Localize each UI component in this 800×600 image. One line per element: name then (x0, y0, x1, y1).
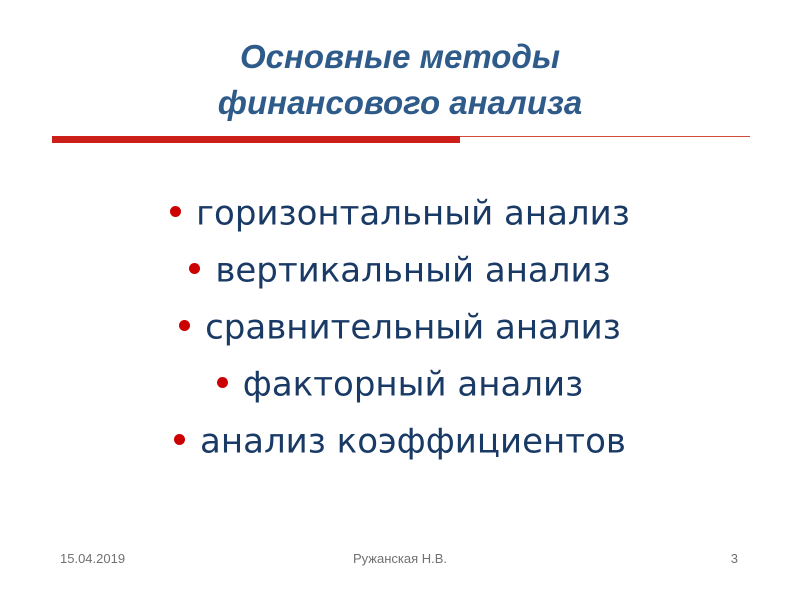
list-item-text: сравнительный анализ (205, 307, 621, 348)
list-item-text: вертикальный анализ (215, 250, 611, 291)
footer-page-number: 3 (730, 551, 738, 566)
list-item (0, 299, 800, 356)
list-item (0, 413, 800, 470)
red-dot-bullet-icon (170, 206, 181, 217)
list-item-text: факторный анализ (242, 364, 584, 405)
list-item (0, 356, 800, 413)
list-item (0, 242, 800, 299)
list-item (0, 185, 800, 242)
footer-author: Ружанская Н.В. (352, 551, 448, 566)
red-dot-bullet-icon (174, 434, 185, 445)
footer-date: 15.04.2019 (60, 551, 126, 566)
slide-title (0, 34, 800, 126)
slide-title-line-1: Основные методы (239, 38, 561, 75)
list-item-text: анализ коэффициентов (200, 421, 626, 462)
methods-list (0, 185, 800, 470)
title-divider-thick (52, 136, 460, 143)
slide-title-line-2: финансового анализа (217, 84, 583, 121)
list-item-text: горизонтальный анализ (196, 193, 630, 234)
red-dot-bullet-icon (217, 377, 228, 388)
red-dot-bullet-icon (189, 263, 200, 274)
red-dot-bullet-icon (179, 320, 190, 331)
